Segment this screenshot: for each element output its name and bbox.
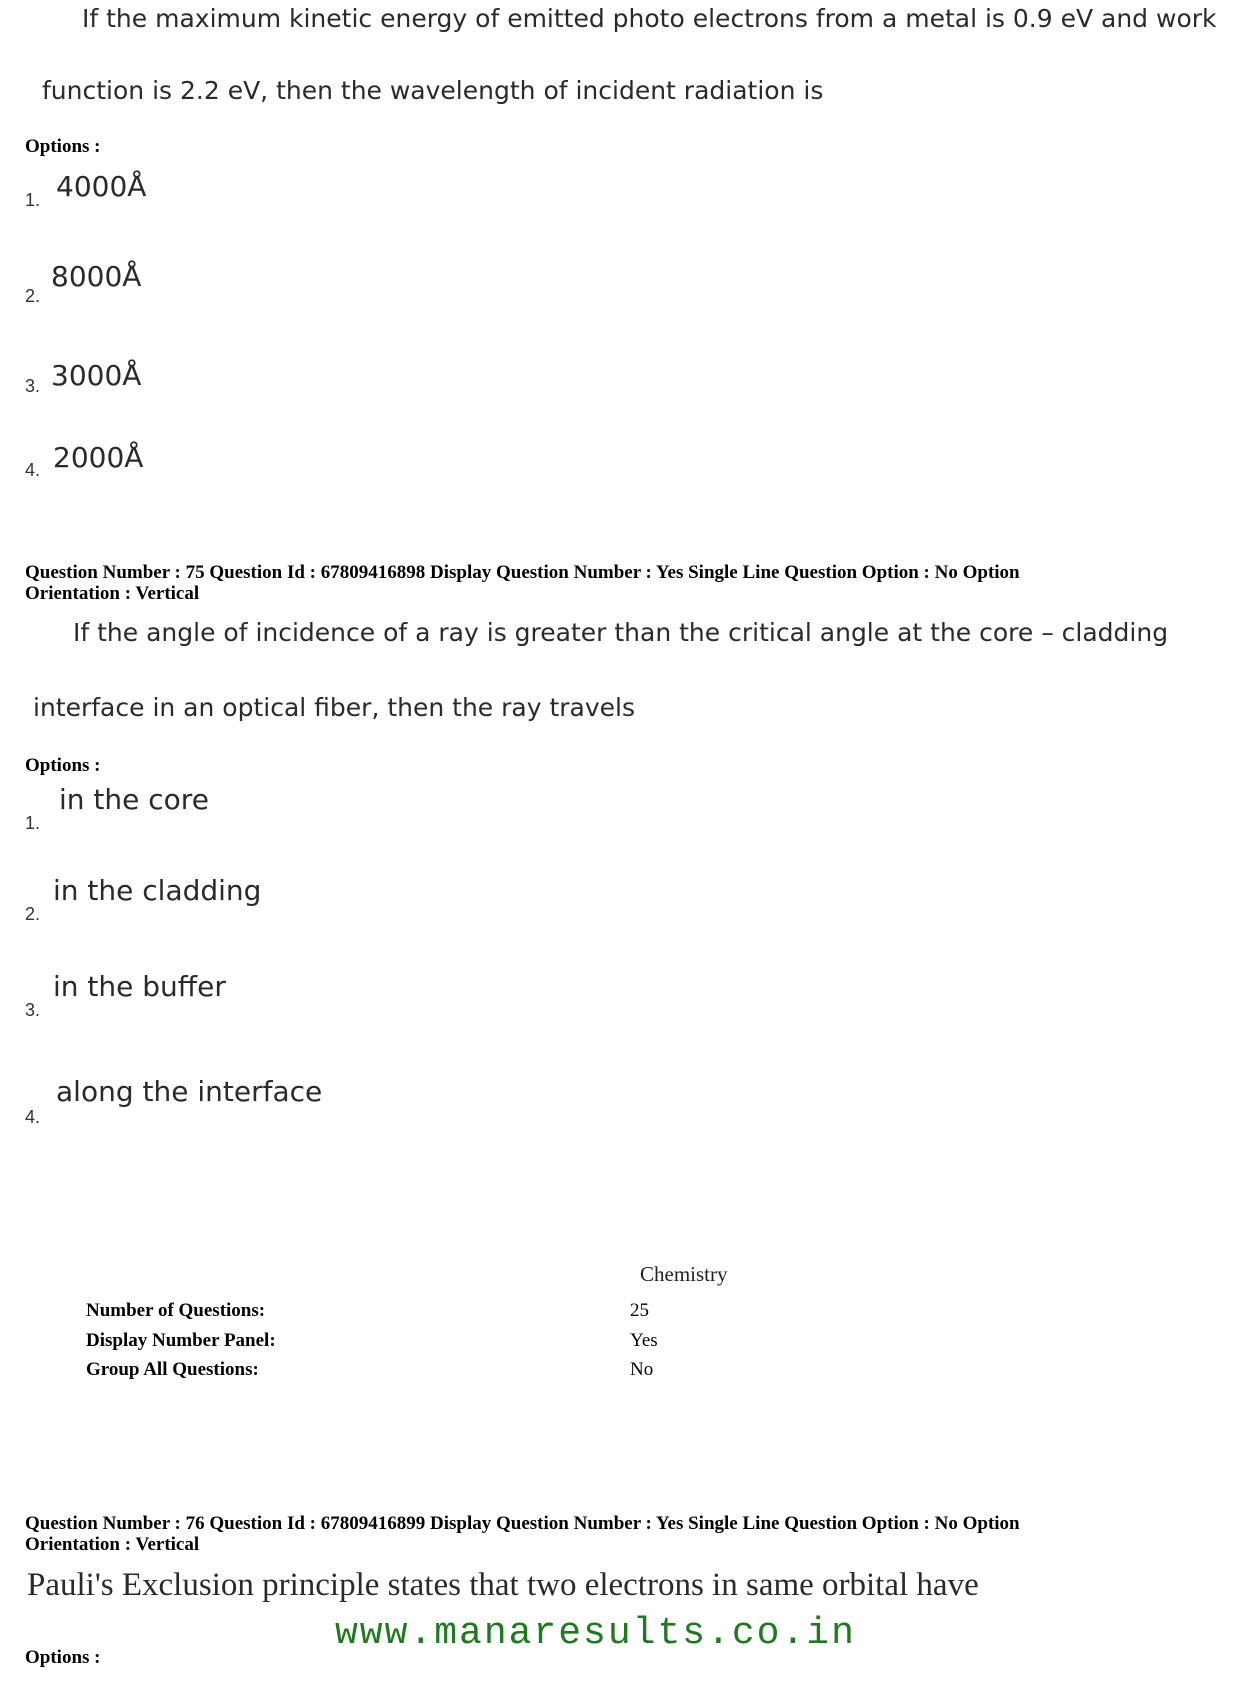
section-title: Chemistry — [640, 1262, 728, 1286]
section-row-value: No — [630, 1359, 654, 1380]
question-76-text: Pauli's Exclusion principle states that two electrons in same orbital have — [27, 1567, 979, 1603]
section-row-value: 25 — [630, 1300, 649, 1321]
option-text: 2000Å — [53, 441, 144, 474]
option-number: 1. — [25, 190, 41, 210]
option-text: along the interface — [56, 1075, 323, 1108]
option-number: 3. — [25, 1000, 41, 1020]
question-75-text-line1: If the angle of incidence of a ray is greater than the critical angle at the core – cladding — [73, 618, 1169, 647]
question-meta-line2: Orientation : Vertical — [25, 583, 200, 604]
option-number: 4. — [25, 460, 41, 480]
question-76-meta — [25, 1513, 1020, 1555]
option-text: in the cladding — [53, 874, 262, 907]
section-row-label: Group All Questions: — [86, 1359, 259, 1380]
section-row-value: Yes — [630, 1330, 658, 1351]
option-number: 3. — [25, 376, 41, 396]
watermark: www.manaresults.co.in — [335, 1612, 856, 1655]
option-text: in the buffer — [53, 970, 226, 1003]
section-row-label: Number of Questions: — [86, 1300, 266, 1321]
options-label: Options : — [25, 755, 101, 776]
option-number: 4. — [25, 1107, 41, 1127]
question-meta-line1: Question Number : 75 Question Id : 67809416898 Display Question Number : Yes Single Line Question Option : No Option — [25, 562, 1020, 583]
option-text: in the core — [59, 783, 209, 816]
options-label: Options : — [25, 136, 101, 157]
question-75-text-line2: interface in an optical fiber, then the ray travels — [33, 693, 636, 722]
question-74-text-line1: If the maximum kinetic energy of emitted photo electrons from a metal is 0.9 eV and work — [82, 4, 1217, 33]
question-75-meta — [25, 562, 1020, 604]
section-row-label: Display Number Panel: — [86, 1330, 276, 1351]
option-number: 2. — [25, 286, 41, 306]
option-number: 2. — [25, 904, 41, 924]
question-meta-line1: Question Number : 76 Question Id : 67809416899 Display Question Number : Yes Single Line Question Option : No Option — [25, 1513, 1020, 1534]
option-text: 3000Å — [51, 359, 142, 392]
question-meta-line2: Orientation : Vertical — [25, 1534, 200, 1555]
option-text: 8000Å — [51, 260, 142, 293]
option-number: 1. — [25, 813, 41, 833]
options-label: Options : — [25, 1647, 101, 1668]
option-text: 4000Å — [56, 170, 147, 203]
question-74-text-line2: function is 2.2 eV, then the wavelength of incident radiation is — [42, 76, 824, 105]
